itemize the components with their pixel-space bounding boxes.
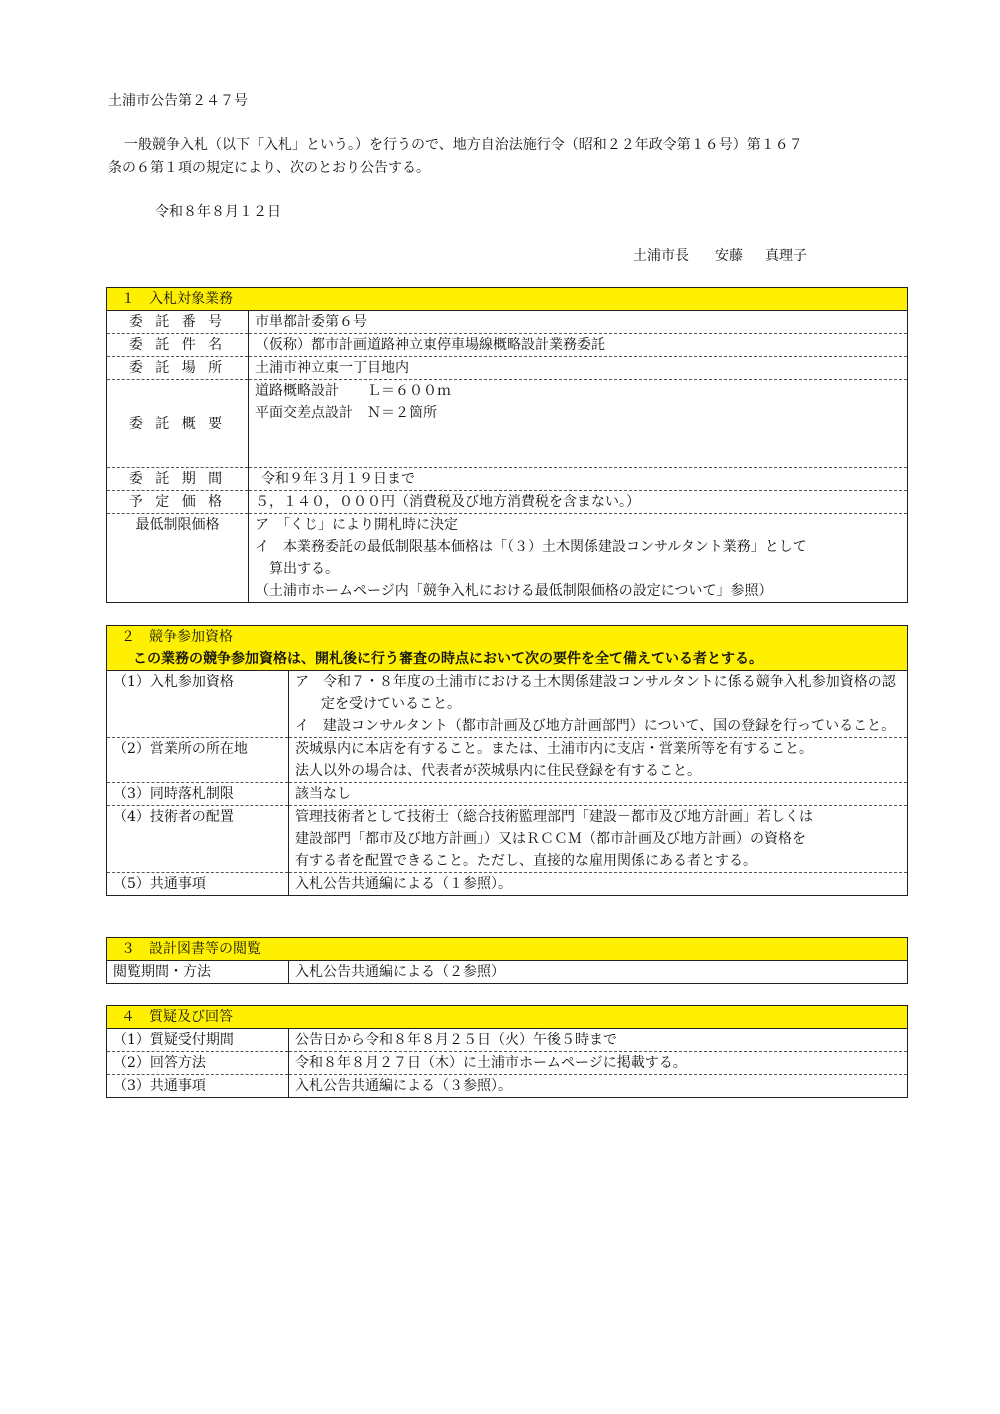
contract-period-label: 委 託 期 間 bbox=[107, 468, 249, 491]
section-4-table bbox=[106, 1005, 908, 1098]
minimum-price-line-1: ア 「くじ」により開札時に決定 bbox=[255, 517, 458, 533]
common-items-value: 入札公告共通編による（１参照）。 bbox=[295, 876, 512, 892]
section-3-title: ３ 設計図書等の閲覧 bbox=[107, 938, 908, 961]
section-4-common-label: （3）共通事項 bbox=[107, 1075, 289, 1098]
mayor-signature bbox=[633, 247, 807, 265]
minimum-price-label: 最低制限価格 bbox=[107, 514, 249, 603]
contract-number-value: 市単都計委第６号 bbox=[249, 311, 908, 334]
section-2-title: ２ 競争参加資格 bbox=[121, 629, 233, 645]
engineer-assignment-label: （4）技術者の配置 bbox=[107, 806, 289, 873]
summary-line-2: 平面交差点設計 Ｎ＝２箇所 bbox=[255, 405, 437, 421]
qualification-item-b: イ 建設コンサルタント（都市計画及び地方計画部門）について、国の登録を行っていること。 bbox=[295, 718, 896, 734]
viewing-period-value: 入札公告共通編による（２参照） bbox=[295, 964, 505, 980]
contract-period-value: 令和９年３月１９日まで bbox=[249, 468, 908, 491]
mayor-surname: 安藤 bbox=[715, 248, 743, 264]
minimum-price-line-2: イ 本業務委託の最低制限基本価格は「（３）土木関係建設コンサルタント業務」として bbox=[255, 539, 807, 555]
contract-name-label: 委 託 件 名 bbox=[107, 334, 249, 357]
engineer-line-3: 有する者を配置できること。ただし、直接的な雇用関係にある者とする。 bbox=[295, 853, 757, 869]
intro-line-1: 一般競争入札（以下「入札」という。）を行うので、地方自治法施行令（昭和２２年政令第１６号）第１６７ bbox=[124, 137, 803, 153]
contract-name-value: （仮称）都市計画道路神立東停車場線概略設計業務委託 bbox=[249, 334, 908, 357]
common-items-label: （5）共通事項 bbox=[107, 873, 289, 896]
section-4-common-value: 入札公告共通編による（３参照）。 bbox=[295, 1078, 512, 1094]
office-location-label: （2）営業所の所在地 bbox=[107, 738, 289, 783]
question-period-label: （1）質疑受付期間 bbox=[107, 1029, 289, 1052]
notice-number: 土浦市公告第２４７号 bbox=[108, 93, 248, 109]
section-2-table bbox=[106, 625, 908, 896]
engineer-assignment-value bbox=[289, 806, 908, 873]
minimum-price-value bbox=[249, 514, 908, 603]
section-1-title: １ 入札対象業務 bbox=[107, 288, 908, 311]
contract-summary-value bbox=[249, 380, 908, 468]
section-3-table bbox=[106, 937, 908, 984]
engineer-line-2: 建設部門「都市及び地方計画」）又はＲＣＣＭ（都市計画及び地方計画）の資格を bbox=[295, 831, 806, 847]
answer-method-label: （2）回答方法 bbox=[107, 1052, 289, 1075]
minimum-price-line-4: （土浦市ホームページ内「競争入札における最低制限価格の設定について」参照） bbox=[255, 583, 773, 599]
planned-price-value: ５，１４０，０００円（消費税及び地方消費税を含まない。） bbox=[249, 491, 908, 514]
mayor-title: 土浦市長 bbox=[633, 248, 689, 264]
simultaneous-award-value: 該当なし bbox=[289, 783, 908, 806]
contract-summary-label: 委 託 概 要 bbox=[107, 380, 249, 468]
qualification-item-a: ア 令和７・８年度の土浦市における土木関係建設コンサルタントに係る競争入札参加資格の認定を受けていること。 bbox=[295, 674, 896, 712]
summary-line-1: 道路概略設計 Ｌ＝６００ｍ bbox=[255, 383, 451, 399]
section-2-header bbox=[107, 626, 908, 671]
section-2-subtitle: この業務の競争参加資格は、開札後に行う審査の時点において次の要件を全て備えている者とする。 bbox=[133, 651, 763, 667]
contract-number-label: 委 託 番 号 bbox=[107, 311, 249, 334]
engineer-line-1: 管理技術者として技術士（総合技術監理部門「建設－都市及び地方計画」若しくは bbox=[295, 809, 813, 825]
contract-place-label: 委 託 場 所 bbox=[107, 357, 249, 380]
viewing-period-label: 閲覧期間・方法 bbox=[107, 961, 289, 984]
minimum-price-line-3: 算出する。 bbox=[269, 561, 339, 577]
bid-qualification-label: （1）入札参加資格 bbox=[107, 671, 289, 738]
contract-place-value: 土浦市神立東一丁目地内 bbox=[249, 357, 908, 380]
answer-method-value: 令和８年８月２７日（木）に土浦市ホームページに掲載する。 bbox=[289, 1052, 908, 1075]
office-location-line-2: 法人以外の場合は、代表者が茨城県内に住民登録を有すること。 bbox=[295, 763, 701, 779]
section-1-table bbox=[106, 287, 908, 603]
office-location-line-1: 茨城県内に本店を有すること。または、土浦市内に支店・営業所等を有すること。 bbox=[295, 741, 813, 757]
bid-qualification-value bbox=[289, 671, 908, 738]
planned-price-label: 予 定 価 格 bbox=[107, 491, 249, 514]
intro-line-2: 条の６第１項の規定により、次のとおり公告する。 bbox=[108, 160, 430, 176]
notice-date: 令和８年８月１２日 bbox=[155, 204, 281, 220]
office-location-value bbox=[289, 738, 908, 783]
simultaneous-award-label: （3）同時落札制限 bbox=[107, 783, 289, 806]
mayor-given-name: 真理子 bbox=[765, 248, 807, 264]
section-4-title: ４ 質疑及び回答 bbox=[107, 1006, 908, 1029]
question-period-value: 公告日から令和８年８月２５日（火）午後５時まで bbox=[289, 1029, 908, 1052]
